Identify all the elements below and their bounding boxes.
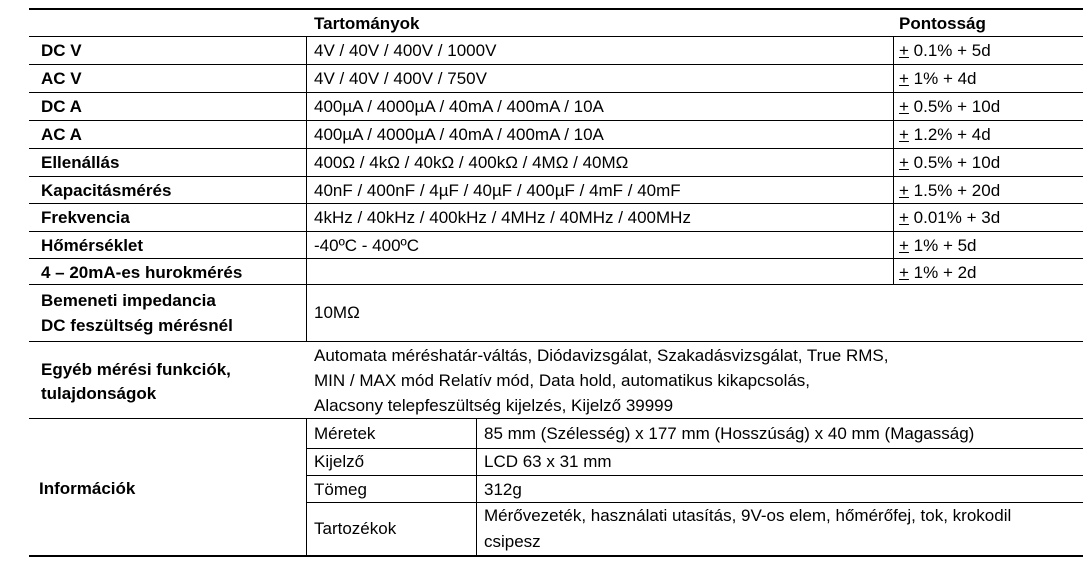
row-divider xyxy=(29,341,1083,342)
plus-minus-sign: + xyxy=(899,125,909,144)
row-ranges: 4V / 40V / 400V / 1000V xyxy=(314,41,497,60)
impedance-label: DC feszültség mérésnél xyxy=(41,316,233,335)
row-label: AC A xyxy=(41,125,82,144)
other-functions-text: Automata méréshatár-váltás, Diódavizsgálat, Szakadásvizsgálat, True RMS, xyxy=(314,346,889,365)
header-ranges: Tartományok xyxy=(314,14,420,33)
row-label: DC A xyxy=(41,97,82,116)
info-key: Kijelző xyxy=(314,452,365,471)
plus-minus-sign: + xyxy=(899,263,909,282)
row-accuracy: + 1% + 4d xyxy=(899,69,977,88)
plus-minus-sign: + xyxy=(899,181,909,200)
row-ranges: 400Ω / 4kΩ / 40kΩ / 400kΩ / 4MΩ / 40MΩ xyxy=(314,153,629,172)
row-label: Kapacitásmérés xyxy=(41,181,172,200)
other-functions-text: MIN / MAX mód Relatív mód, Data hold, automatikus kikapcsolás, xyxy=(314,371,811,390)
column-divider xyxy=(306,418,307,555)
info-label: Információk xyxy=(39,479,136,498)
row-ranges: -40ºC - 400ºC xyxy=(314,236,420,255)
table-top-border xyxy=(29,8,1083,10)
row-accuracy: + 0.1% + 5d xyxy=(899,41,991,60)
row-divider xyxy=(29,64,1083,65)
info-column-divider xyxy=(476,418,477,555)
row-accuracy: + 1.5% + 20d xyxy=(899,181,1001,200)
row-label: Hőmérséklet xyxy=(41,236,144,255)
plus-minus-sign: + xyxy=(899,97,909,116)
row-label: Frekvencia xyxy=(41,208,130,227)
row-label: AC V xyxy=(41,69,82,88)
row-divider xyxy=(29,92,1083,93)
column-divider xyxy=(306,36,307,341)
info-key: Méretek xyxy=(314,424,376,443)
info-key: Tartozékok xyxy=(314,519,397,538)
row-ranges: 400µA / 4000µA / 40mA / 400mA / 10A xyxy=(314,125,604,144)
impedance-label: Bemeneti impedancia xyxy=(41,291,216,310)
impedance-value: 10MΩ xyxy=(314,303,360,322)
row-divider xyxy=(29,176,1083,177)
column-divider xyxy=(893,36,894,284)
info-divider xyxy=(306,502,1083,503)
table-bottom-border xyxy=(29,555,1083,557)
row-ranges: 4kHz / 40kHz / 400kHz / 4MHz / 40MHz / 400MHz xyxy=(314,208,691,227)
row-accuracy: + 0.5% + 10d xyxy=(899,97,1001,116)
row-accuracy: + 0.5% + 10d xyxy=(899,153,1001,172)
header-accuracy: Pontosság xyxy=(899,14,986,33)
other-functions-text: Alacsony telepfeszültség kijelzés, Kijelző 39999 xyxy=(314,396,674,415)
plus-minus-sign: + xyxy=(899,208,909,227)
row-ranges: 40nF / 400nF / 4µF / 40µF / 400µF / 4mF / 40mF xyxy=(314,181,681,200)
header-divider xyxy=(29,36,1083,37)
info-divider xyxy=(306,448,1083,449)
other-functions-label: Egyéb mérési funkciók, xyxy=(41,360,231,379)
row-ranges: 4V / 40V / 400V / 750V xyxy=(314,69,487,88)
info-divider xyxy=(306,475,1083,476)
row-accuracy: + 0.01% + 3d xyxy=(899,208,1001,227)
row-label: Ellenállás xyxy=(41,153,120,172)
row-divider xyxy=(29,148,1083,149)
plus-minus-sign: + xyxy=(899,69,909,88)
row-label: DC V xyxy=(41,41,82,60)
info-value: 85 mm (Szélesség) x 177 mm (Hosszúság) x 40 mm (Magasság) xyxy=(484,424,975,443)
row-accuracy: + 1% + 5d xyxy=(899,236,977,255)
row-divider xyxy=(29,284,1083,285)
plus-minus-sign: + xyxy=(899,41,909,60)
info-value: Mérővezeték, használati utasítás, 9V-os elem, hőmérőfej, tok, krokodil xyxy=(484,506,1012,525)
info-value: csipesz xyxy=(484,532,541,551)
row-ranges: 400µA / 4000µA / 40mA / 400mA / 10A xyxy=(314,97,604,116)
row-divider xyxy=(29,258,1083,259)
other-functions-label: tulajdonságok xyxy=(41,384,157,403)
row-divider xyxy=(29,120,1083,121)
info-value: 312g xyxy=(484,480,522,499)
plus-minus-sign: + xyxy=(899,153,909,172)
row-divider xyxy=(29,203,1083,204)
row-accuracy: + 1% + 2d xyxy=(899,263,977,282)
row-divider xyxy=(29,231,1083,232)
row-divider xyxy=(29,418,1083,419)
info-key: Tömeg xyxy=(314,480,367,499)
plus-minus-sign: + xyxy=(899,236,909,255)
row-accuracy: + 1.2% + 4d xyxy=(899,125,991,144)
row-label: 4 – 20mA-es hurokmérés xyxy=(41,263,243,282)
info-value: LCD 63 x 31 mm xyxy=(484,452,612,471)
